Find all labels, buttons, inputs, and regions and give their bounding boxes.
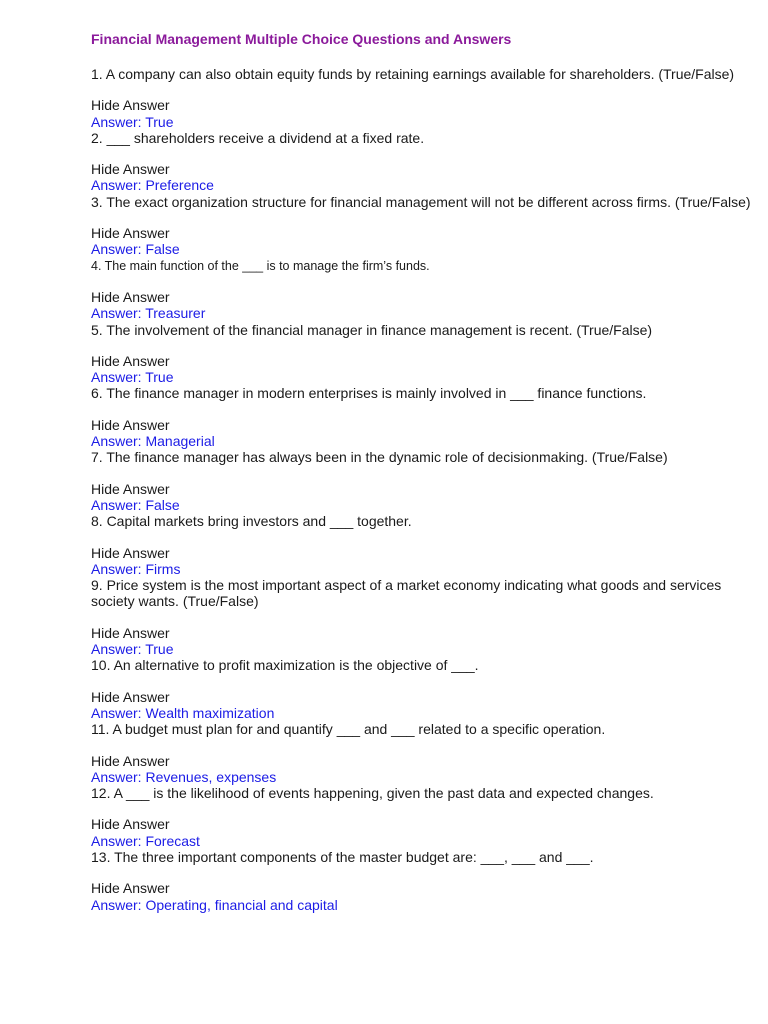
- question-text: 8. Capital markets bring investors and ___ together.: [91, 513, 412, 530]
- question-text: 3. The exact organization structure for financial management will not be different across firms. (True/False): [91, 193, 751, 210]
- question-block: [91, 194, 751, 258]
- question-text: 12. A ___ is the likelihood of events happening, given the past data and expected changes.: [91, 785, 654, 802]
- question-text: 9. Price system is the most important aspect of a market economy indicating what goods and services society wants. (True/False): [91, 577, 722, 610]
- question-block: [91, 449, 751, 513]
- document-page: [91, 29, 751, 913]
- answer-text: Answer: Wealth maximization: [91, 704, 275, 721]
- hide-answer-toggle[interactable]: Hide Answer: [91, 688, 170, 705]
- spacer: [91, 210, 751, 225]
- question-text: 11. A budget must plan for and quantify ___ and ___ related to a specific operation.: [91, 721, 606, 738]
- answer-text: Answer: Revenues, expenses: [91, 768, 277, 785]
- hide-answer-toggle[interactable]: Hide Answer: [91, 624, 170, 641]
- answer-text: Answer: Managerial: [91, 433, 215, 450]
- question-block: [91, 849, 751, 913]
- question-block: [91, 785, 751, 849]
- answer-text: Answer: Preference: [91, 177, 214, 194]
- question-text: 4. The main function of the ___ is to manage the firm’s funds.: [91, 258, 430, 273]
- answer-text: Answer: False: [91, 241, 180, 258]
- hide-answer-toggle[interactable]: Hide Answer: [91, 480, 170, 497]
- hide-answer-toggle[interactable]: Hide Answer: [91, 97, 170, 114]
- question-text: 5. The involvement of the financial manager in finance management is recent. (True/False): [91, 321, 653, 338]
- hide-answer-toggle[interactable]: Hide Answer: [91, 416, 170, 433]
- question-block: [91, 130, 751, 194]
- spacer: [91, 674, 751, 689]
- answer-text: Answer: True: [91, 641, 174, 658]
- answer-text: Answer: True: [91, 113, 174, 130]
- spacer: [91, 738, 751, 753]
- hide-answer-toggle[interactable]: Hide Answer: [91, 816, 170, 833]
- answer-text: Answer: False: [91, 496, 180, 513]
- question-block: [91, 258, 751, 322]
- hide-answer-toggle[interactable]: Hide Answer: [91, 544, 170, 561]
- answer-text: Answer: True: [91, 369, 174, 386]
- spacer: [91, 466, 751, 481]
- hide-answer-toggle[interactable]: Hide Answer: [91, 880, 170, 897]
- spacer: [91, 274, 751, 289]
- question-block: [91, 385, 751, 449]
- question-text: 1. A company can also obtain equity funds by retaining earnings available for shareholders. (True/False): [91, 66, 735, 82]
- question-block: [91, 657, 751, 721]
- question-block: [91, 721, 751, 785]
- spacer: [91, 610, 751, 625]
- question-block: [91, 66, 751, 130]
- hide-answer-toggle[interactable]: Hide Answer: [91, 161, 170, 178]
- question-text: 10. An alternative to profit maximization is the objective of ___.: [91, 657, 479, 674]
- hide-answer-toggle[interactable]: Hide Answer: [91, 352, 170, 369]
- spacer: [91, 801, 751, 816]
- question-list: [91, 66, 751, 913]
- question-text: 2. ___ shareholders receive a dividend at a fixed rate.: [91, 129, 425, 146]
- hide-answer-toggle[interactable]: Hide Answer: [91, 225, 170, 242]
- spacer: [91, 146, 751, 161]
- answer-text: Answer: Forecast: [91, 832, 200, 849]
- question-text: 6. The finance manager in modern enterprises is mainly involved in ___ finance functions.: [91, 385, 647, 402]
- question-block: [91, 513, 751, 577]
- spacer: [91, 865, 751, 880]
- spacer: [91, 402, 751, 417]
- answer-text: Answer: Operating, financial and capital: [91, 896, 338, 913]
- question-text: 13. The three important components of the master budget are: ___, ___ and ___.: [91, 848, 594, 865]
- answer-text: Answer: Firms: [91, 560, 181, 577]
- answer-text: Answer: Treasurer: [91, 305, 206, 322]
- spacer: [91, 338, 751, 353]
- hide-answer-toggle[interactable]: Hide Answer: [91, 752, 170, 769]
- question-text: 7. The finance manager has always been in the dynamic role of decisionmaking. (True/False): [91, 449, 668, 466]
- spacer: [91, 530, 751, 545]
- hide-answer-toggle[interactable]: Hide Answer: [91, 288, 170, 305]
- question-block: [91, 577, 751, 657]
- question-block: [91, 322, 751, 386]
- page-title: Financial Management Multiple Choice Questions and Answers: [91, 31, 512, 47]
- spacer: [91, 82, 751, 97]
